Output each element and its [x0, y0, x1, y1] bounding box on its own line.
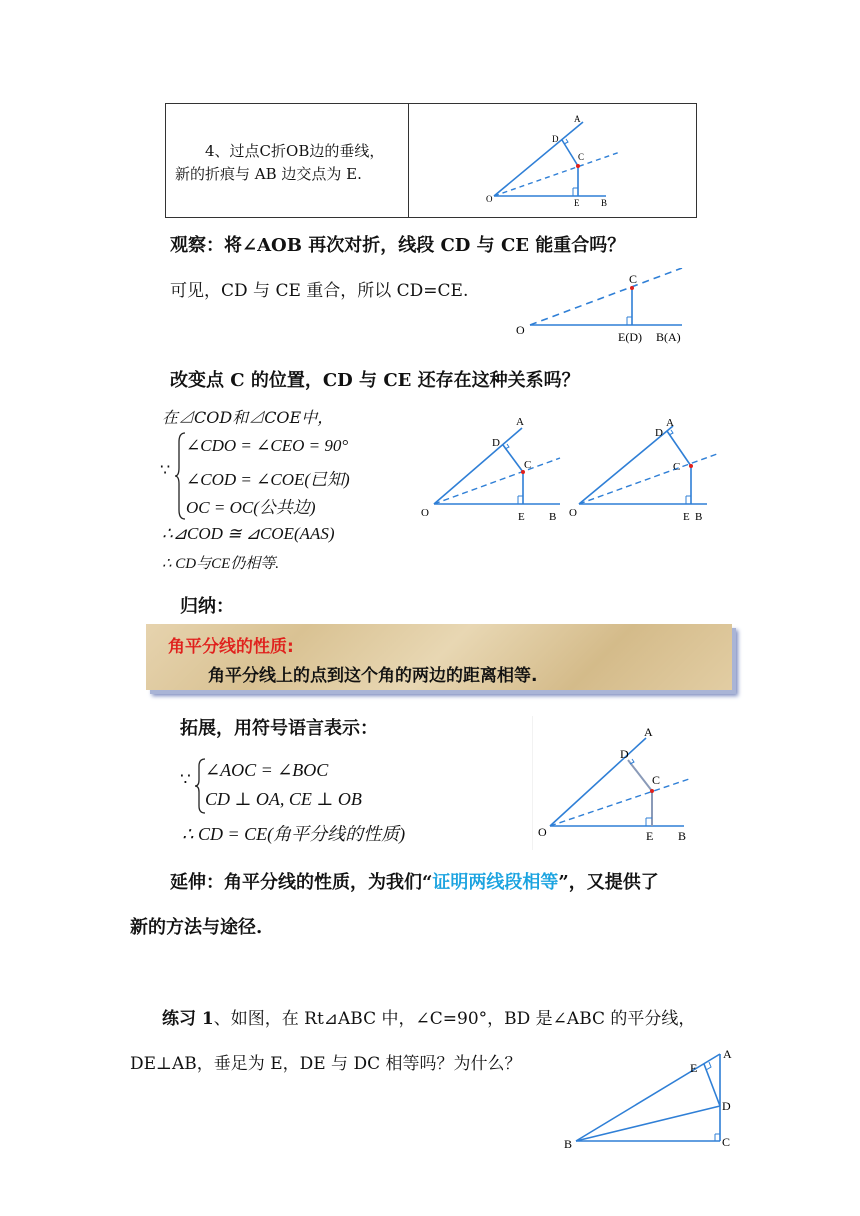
label-D: D: [620, 747, 629, 761]
step4-line2: 新的折痕与 AB 边交点为 E.: [175, 165, 362, 183]
label-E: E: [646, 829, 654, 843]
figure-exercise: [556, 1044, 746, 1154]
label-A: A: [666, 417, 674, 429]
label-E: E: [690, 1061, 698, 1075]
property-banner: [146, 624, 732, 690]
figure-extend: [532, 716, 704, 850]
label-O: O: [569, 507, 577, 519]
label-B: B: [678, 829, 687, 843]
label-A: A: [644, 725, 653, 739]
extend-line1: ∠AOC = ∠BOC: [205, 760, 329, 780]
label-B: B: [564, 1137, 573, 1151]
label-D: D: [552, 134, 559, 144]
step4-line1: 4、过点C折OB边的垂线，: [205, 142, 385, 160]
label-ED: E(D): [618, 330, 642, 344]
exercise-line2: DE⊥AB，垂足为 E，DE 与 DC 相等吗？为什么？: [130, 1054, 522, 1074]
label-B: B: [549, 511, 557, 523]
proof-line1: 在⊿COD和⊿COE中，: [162, 408, 334, 427]
exercise-text1: 、如图，在 Rt⊿ABC 中，∠C=90°，BD 是∠ABC 的平分线，: [213, 1009, 696, 1029]
label-D: D: [655, 427, 663, 439]
proof-line2: ∠CDO = ∠CEO = 90°: [186, 436, 349, 455]
extension-suffix: ”，又提供了: [558, 872, 659, 893]
label-BA: B(A): [656, 330, 681, 344]
proof-line6: ∴ CD与CE仍相等.: [162, 556, 280, 572]
label-C: C: [524, 459, 532, 471]
label-O: O: [538, 825, 547, 839]
extension-highlight: 证明两线段相等: [432, 872, 559, 893]
figure-position-a: [412, 410, 572, 525]
step-table-divider: [408, 103, 409, 217]
label-E: E: [683, 511, 690, 523]
extend-label: 拓展，用符号语言表示：: [180, 718, 378, 739]
label-A: A: [723, 1047, 732, 1061]
label-C: C: [629, 272, 638, 286]
exercise-label: 练习 1: [162, 1009, 214, 1029]
label-E: E: [574, 198, 580, 208]
label-A: A: [574, 114, 581, 124]
figure-position-b: [565, 410, 725, 525]
extend-line2: CD ⊥ OA, CE ⊥ OB: [205, 789, 362, 809]
extension-prefix: 延伸：角平分线的性质，为我们“: [170, 872, 433, 893]
banner-title: 角平分线的性质:: [168, 637, 294, 657]
extension-line2: 新的方法与途径.: [130, 917, 263, 938]
label-C: C: [673, 461, 681, 473]
observe-answer: 可见，CD 与 CE 重合，所以 CD=CE.: [170, 281, 469, 301]
label-O: O: [486, 194, 493, 204]
label-O: O: [516, 323, 525, 337]
label-C: C: [578, 152, 585, 162]
extension-line1: [170, 868, 659, 894]
label-O: O: [421, 507, 429, 519]
banner-text: 角平分线上的点到这个角的两边的距离相等.: [208, 666, 538, 686]
observe-question: 观察：将∠AOB 再次对折，线段 CD 与 CE 能重合吗？: [170, 235, 626, 256]
proof-line5: ∴⊿COD ≅ ⊿COE(AAS): [162, 524, 335, 543]
label-B: B: [695, 511, 703, 523]
proof-because: ∵: [160, 460, 171, 479]
figure-step4: [480, 110, 630, 210]
label-D: D: [492, 437, 500, 449]
extend-because: ∵: [180, 770, 191, 790]
label-D: D: [722, 1099, 731, 1113]
proof-line4: OC = OC(公共边): [186, 498, 316, 517]
figure-fold: [510, 268, 690, 348]
label-C: C: [652, 773, 661, 787]
label-A: A: [516, 416, 524, 428]
proof-brace: [174, 432, 186, 520]
summary-label: 归纳：: [180, 596, 234, 617]
label-B: B: [601, 198, 608, 208]
change-question: 改变点 C 的位置，CD 与 CE 还存在这种关系吗？: [170, 370, 580, 391]
label-E: E: [518, 511, 525, 523]
extend-line3: ∴ CD = CE(角平分线的性质): [182, 824, 406, 844]
label-C: C: [722, 1135, 731, 1149]
proof-line3: ∠COD = ∠COE(已知): [186, 470, 350, 489]
exercise-line1: [162, 1004, 695, 1029]
